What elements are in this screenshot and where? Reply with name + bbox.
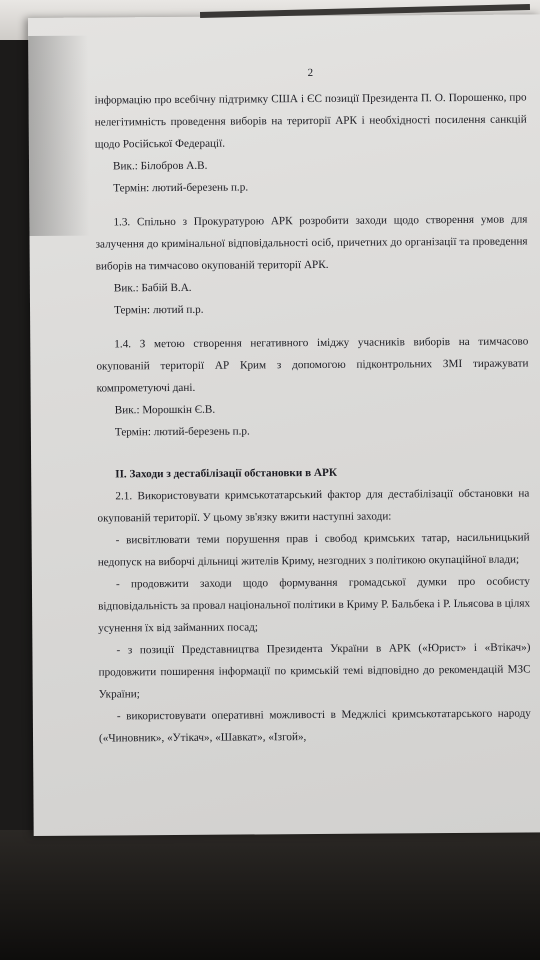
bullet-item: - продовжити заходи щодо формування громадської думки про особисту відповідальність за провал національної політики в Криму Р. Бальбека і Р. Ільясова в цілях усунення їх від займанних посад; [98, 575, 531, 635]
bullet-item: - використовувати оперативні можливості в Меджлісі кримськотатарського народу («Чиновник», «Утікач», «Шавкат», «Ізгой», [98, 707, 531, 745]
executor-line: Вик.: Бабій В.А. [113, 281, 192, 295]
section-heading: ІІ. Заходи з дестабілізації обстановки в АРК [115, 466, 337, 481]
background-bottom [0, 830, 540, 960]
paragraph-support-info: інформацію про всебічну підтримку США і ЄС позиції Президента П. О. Порошенко, про нелегітимність проведення виборів на території АРК і необхідності посилення санкцій щодо Російської Федерації. [94, 91, 527, 151]
deadline-line: Термін: лютий-березень п.р. [113, 181, 249, 195]
page-shadow [28, 36, 89, 236]
item-1-4: 1.4. З метою створення негативного іміджу учасників виборів на тимчасово окупованій території АР Крим з допомогою підконтрольних ЗМІ тиражувати компрометуючі дані. [96, 335, 529, 395]
executor-line: Вик.: Морошкін Є.В. [114, 403, 216, 417]
bullet-item: - з позиції Представництва Президента України в АРК («Юрист» і «Втікач») продовжити поширення інформації по кримській темі відповідно до рекомендацій МЗС України; [98, 641, 531, 701]
deadline-line: Термін: лютий п.р. [114, 303, 204, 317]
item-1-3: 1.3. Спільно з Прокуратурою АРК розробити заходи щодо створення умов для залучення до кримінальної відповідальності осіб, причетних до організації та проведення виборів на тимчасово окупованій території АРК. [95, 213, 528, 273]
bullet-item: - висвітлювати теми порушення прав і свобод кримських татар, насильницький недопуск на виборчі дільниці жителів Криму, незгодних з політикою окупаційної влади; [97, 531, 530, 569]
document-page [28, 14, 540, 836]
document-text [94, 61, 531, 750]
page-number: 2 [307, 67, 314, 80]
executor-line: Вик.: Білобров А.В. [112, 159, 208, 173]
item-2-1: 2.1. Використовувати кримськотатарський фактор для дестабілізації обстановки на окупованій території. У цьому зв'язку вжити наступні заходи: [97, 487, 530, 525]
deadline-line: Термін: лютий-березень п.р. [114, 425, 250, 439]
